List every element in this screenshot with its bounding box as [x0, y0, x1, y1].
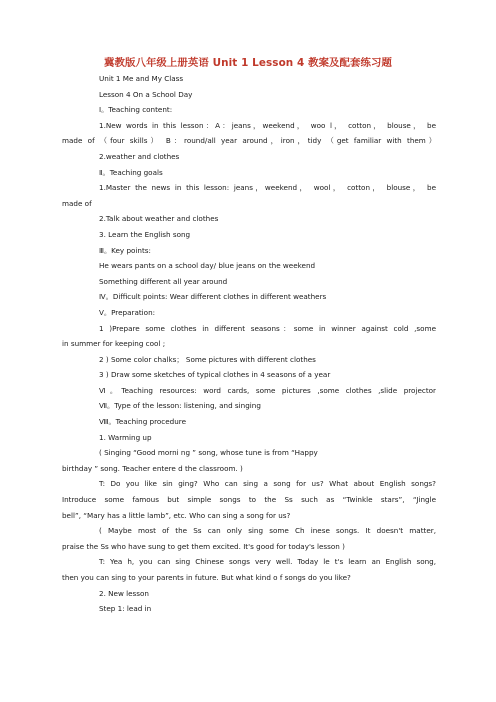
text-line: 1.New words in this lesson：A：jeans，weekend， woo l， cotton， blouse， be: [99, 120, 436, 130]
text-line: He wears pants on a school day/ blue jeans on the weekend: [99, 261, 316, 271]
text-line: 3 ) Draw some sketches of typical clothes in 4 seasons of a year: [99, 370, 331, 380]
text-line: birthday ” song. Teacher entere d the classroom. ): [62, 463, 243, 473]
text-line: 1 )Prepare some clothes in different seasons：some in winner against cold ,some: [99, 323, 436, 333]
text-line: then you can sing to your parents in future. But what kind o f songs do you like?: [62, 573, 351, 582]
text-line: ( Singing “Good morni ng ” song, whose tune is from “Happy: [99, 448, 318, 458]
text-line: Introduce some famous but simple songs to the Ss such as “Twinkle stars”, “Jingle: [62, 495, 436, 505]
text-line: ( Maybe most of the Ss can only sing some Ch inese songs. It doesn't matter,: [99, 526, 436, 536]
document-title: 冀教版八年级上册英语 Unit 1 Lesson 4 教案及配套练习题: [103, 57, 392, 69]
text-line: T: Yea h, you can sing Chinese songs very well. Today le t's learn an English song,: [99, 557, 436, 567]
text-line: 3. Learn the English song: [99, 229, 191, 239]
text-line: Ⅷ。Teaching procedure: [99, 417, 187, 427]
document-body: [62, 71, 436, 617]
text-line: Lesson 4 On a School Day: [99, 89, 193, 99]
text-line: Something different all year around: [99, 276, 228, 286]
text-line: made of: [62, 198, 92, 208]
text-line: Ⅰ。Teaching content:: [99, 105, 173, 115]
text-line: 2.Talk about weather and clothes: [99, 214, 219, 224]
text-line: Ⅶ。Type of the lesson: listening, and singing: [99, 401, 261, 411]
text-line: 2 ) Some color chalks； Some pictures with different clothes: [99, 354, 316, 364]
text-line: 2.weather and clothes: [99, 151, 180, 161]
text-line: 1.Master the news in this lesson: jeans，weekend， wool， cotton， blouse， be: [99, 183, 436, 193]
text-line: 1. Warming up: [99, 432, 152, 442]
text-line: Step 1: lead in: [99, 604, 152, 614]
text-line: Ⅳ。Difficult points: Wear different clothes in different weathers: [99, 292, 327, 302]
text-line: made of （four skills） B：round/all year around，iron，tidy （get familiar with them）: [62, 136, 436, 146]
text-line: praise the Ss who have sung to get them excited. It's good for today's lesson ): [62, 541, 345, 551]
text-line: Ⅴ。Preparation:: [99, 307, 156, 317]
text-line: T: Do you like sin ging? Who can sing a song for us? What about English songs?: [99, 479, 436, 489]
text-line: Unit 1 Me and My Class: [99, 74, 184, 83]
text-line: 2. New lesson: [99, 588, 149, 598]
text-line: Ⅱ。Teaching goals: [99, 167, 163, 177]
text-line: in summer for keeping cool ;: [62, 339, 166, 349]
text-line: Ⅲ。Key points:: [99, 245, 151, 255]
text-line: bell”, “Mary has a little lamb”, etc. Who can sing a song for us?: [62, 510, 291, 520]
text-line: Ⅵ。Teaching resources: word cards, some pictures ,some clothes ,slide projector: [99, 385, 436, 395]
